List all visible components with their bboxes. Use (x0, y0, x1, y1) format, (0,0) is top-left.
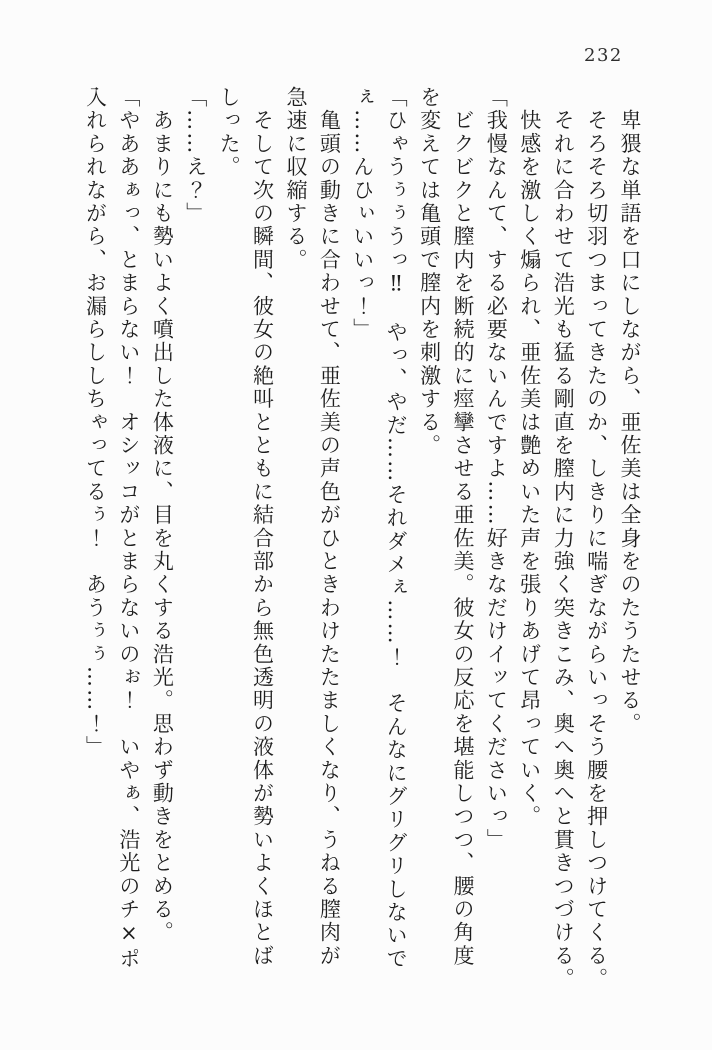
text-line: を変えては亀頭で膣内を刺激する。 (417, 86, 442, 458)
text-block (78, 86, 646, 1031)
text-line: 「我慢なんて、する必要ないんですよ……好きなだけイッてくださいっ」 (484, 86, 509, 852)
text-line: あまりにも勢いよく噴出した体液に、目を丸くする浩光。思わず動きをとめる。 (150, 86, 175, 945)
text-line: しった。 (217, 86, 242, 179)
text-line: 亀頭の動きに合わせて、亜佐美の声色がひときわけたたましくなり、うねる膣肉が (317, 86, 342, 968)
text-line: 「ひゃうぅぅうっ‼ やっ、やだ……それダメぇ……！ そんなにグリグリしないで (384, 86, 409, 971)
page-number: 232 (584, 45, 623, 66)
text-line: 急速に収縮する。 (283, 86, 308, 272)
text-line: 「やああぁっ、とまらない！ オシッコがとまらないのぉ！ いやぁ、浩光のチ×ポ (116, 86, 141, 971)
text-line: 入れられながら、お漏らししちゃってるぅ！ あうぅぅ……！」 (83, 86, 108, 759)
text-line: そして次の瞬間、彼女の絶叫とともに結合部から無色透明の液体が勢いよくほとば (250, 86, 275, 968)
text-line: そろそろ切羽つまってきたのか、しきりに喘ぎながらいっそう腰を押しつけてくる。 (584, 86, 609, 991)
text-line: 「……え？」 (183, 86, 208, 226)
text-line: 快感を激しく煽られ、亜佐美は艶めいた声を張りあげて昂っていく。 (517, 86, 542, 829)
text-line: ぇ……んひぃいいっ！」 (350, 86, 375, 342)
text-line: それに合わせて浩光も猛る剛直を膣内に力強く突きこみ、奥へ奥へと貫きつづける。 (551, 86, 576, 991)
text-line: 卑猥な単語を口にしながら、亜佐美は全身をのたうたせる。 (618, 86, 642, 736)
text-line: ビクビクと膣内を断続的に痙攣させる亜佐美。彼女の反応を堪能しつつ、腰の角度 (450, 86, 475, 968)
